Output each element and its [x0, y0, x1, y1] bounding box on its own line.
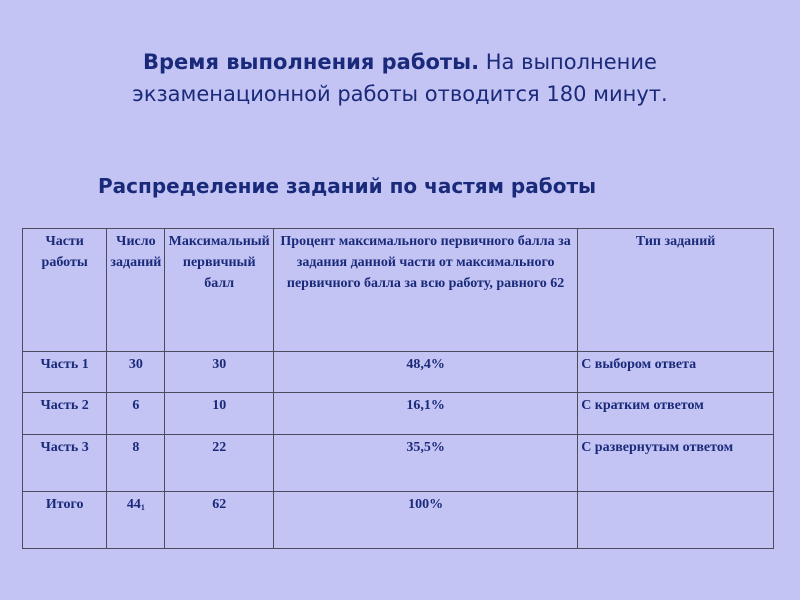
header-task-count: Число заданий — [107, 229, 165, 352]
heading-rest: На выполнение экзаменационной работы отводится 180 минут. — [132, 50, 668, 106]
cell-count: 8 — [107, 435, 165, 492]
cell-max-score: 10 — [165, 393, 274, 435]
cell-part: Часть 2 — [23, 393, 107, 435]
cell-count-value: 44 — [126, 497, 141, 512]
cell-type — [578, 492, 774, 549]
cell-max-score: 30 — [165, 352, 274, 393]
table-row — [23, 352, 774, 393]
cell-max-score: 62 — [165, 492, 274, 549]
cell-type: С кратким ответом — [578, 393, 774, 435]
cell-percent: 100% — [273, 492, 577, 549]
heading-bold-part: Время выполнения работы. — [143, 50, 480, 74]
cell-count: 30 — [107, 352, 165, 393]
slide-heading — [60, 46, 740, 110]
cell-percent: 35,5% — [273, 435, 577, 492]
cell-percent: 48,4% — [273, 352, 577, 393]
cell-type: С выбором ответа — [578, 352, 774, 393]
cell-max-score: 22 — [165, 435, 274, 492]
table-row — [23, 435, 774, 492]
table-row — [23, 393, 774, 435]
cell-part: Итого — [23, 492, 107, 549]
table-subtitle: Распределение заданий по частям работы — [98, 174, 597, 198]
header-parts: Части работы — [23, 229, 107, 352]
cell-percent: 16,1% — [273, 393, 577, 435]
distribution-table — [22, 228, 774, 549]
header-percent: Процент максимального первичного балла за задания данной части от максимального первичного балла за всю работу, равного 62 — [273, 229, 577, 352]
header-max-score: Максимальный первичный балл — [165, 229, 274, 352]
cell-count: 6 — [107, 393, 165, 435]
cell-type: С развернутым ответом — [578, 435, 774, 492]
footnote-mark: 1 — [140, 503, 145, 512]
cell-part: Часть 3 — [23, 435, 107, 492]
table-row-total — [23, 492, 774, 549]
cell-count — [107, 492, 165, 549]
cell-part: Часть 1 — [23, 352, 107, 393]
table-header-row — [23, 229, 774, 352]
header-task-type: Тип заданий — [578, 229, 774, 352]
